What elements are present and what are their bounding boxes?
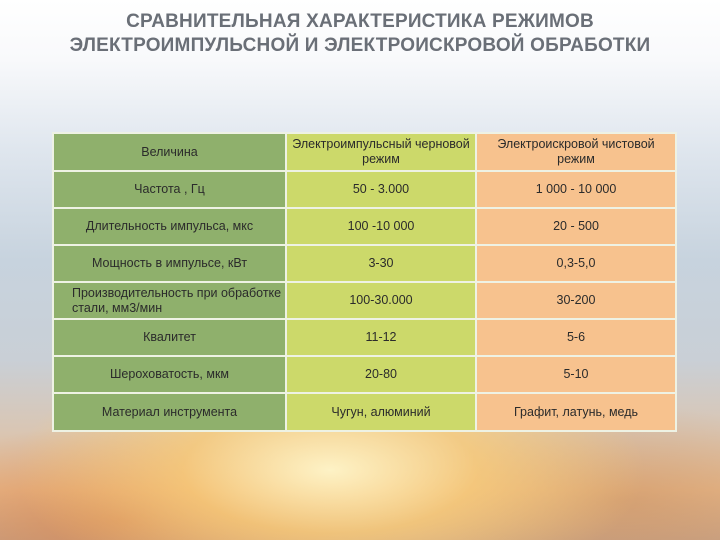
row-label: Материал инструмента [53,393,286,431]
rough-value: 3-30 [286,245,476,282]
slide-title-line-2: ЭЛЕКТРОИМПУЛЬСНОЙ И ЭЛЕКТРОИСКРОВОЙ ОБРАБОТКИ [69,35,651,56]
comparison-table [52,132,677,432]
finish-value: 1 000 - 10 000 [476,171,676,208]
rough-value: 20-80 [286,356,476,393]
row-label: Шероховатость, мкм [53,356,286,393]
row-label: Длительность импульса, мкс [53,208,286,245]
slide-title-line-1: СРАВНИТЕЛЬНАЯ ХАРАКТЕРИСТИКА РЕЖИМОВ [126,11,594,32]
rough-value: 11-12 [286,319,476,356]
header-electropulse-rough: Электроимпульсный черновой режим [286,133,476,171]
finish-value: 5-10 [476,356,676,393]
rough-value: 100 -10 000 [286,208,476,245]
row-label: Производительность при обработке стали, мм3/мин [53,282,286,319]
header-electrospark-finish: Электроискровой чистовой режим [476,133,676,171]
slide-title [0,10,720,58]
finish-value: Графит, латунь, медь [476,393,676,431]
row-label: Частота , Гц [53,171,286,208]
table-row [53,282,676,319]
row-label: Квалитет [53,319,286,356]
rough-value: 100-30.000 [286,282,476,319]
rough-value: Чугун, алюминий [286,393,476,431]
rough-value: 50 - 3.000 [286,171,476,208]
table-row [53,356,676,393]
finish-value: 0,3-5,0 [476,245,676,282]
row-label: Мощность в импульсе, кВт [53,245,286,282]
table-row [53,319,676,356]
table-row [53,245,676,282]
finish-value: 5-6 [476,319,676,356]
header-quantity: Величина [53,133,286,171]
table-header-row [53,133,676,171]
table-row [53,393,676,431]
table-row [53,171,676,208]
finish-value: 30-200 [476,282,676,319]
table-row [53,208,676,245]
finish-value: 20 - 500 [476,208,676,245]
